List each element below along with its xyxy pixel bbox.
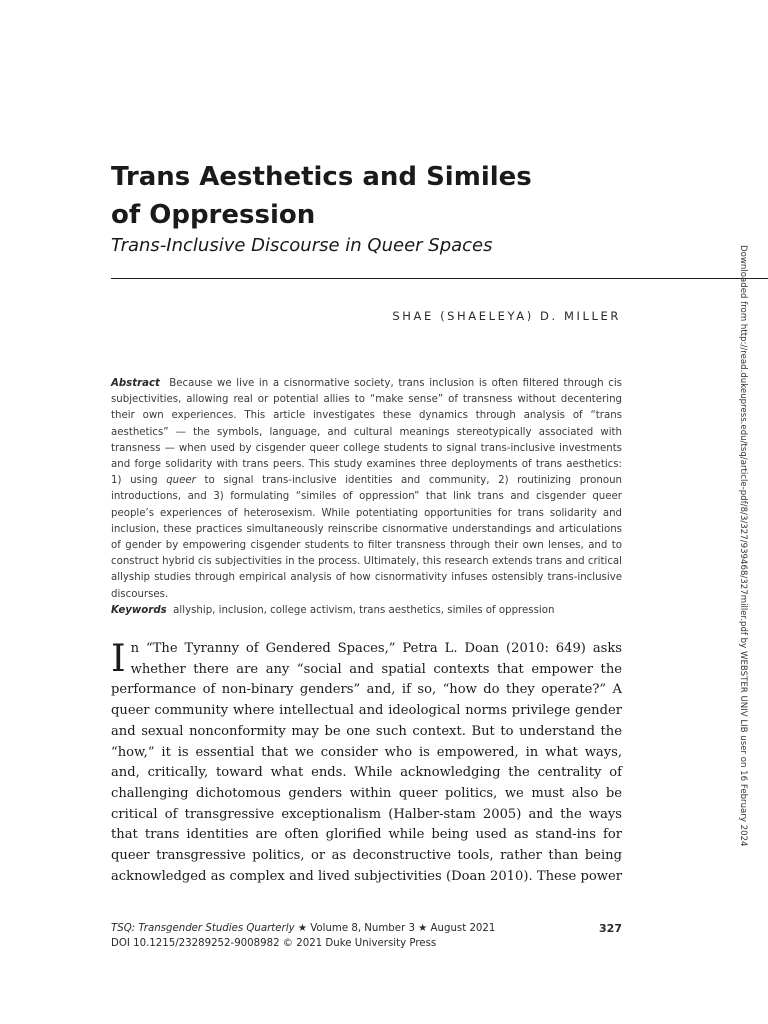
body-paragraph: [111, 639, 622, 887]
journal-issue: ★ Volume 8, Number 3 ★ August 2021: [294, 923, 496, 934]
download-note: Downloaded from http://read.dukeupress.edu/tsq/article-pdf/8/3/327/939468/327miller.pdf by WEBSTER UNIV LIB user on 16 February 2024: [738, 245, 748, 847]
author-name: SHAE (SHAELEYA) D. MILLER: [392, 309, 621, 323]
drop-cap: I: [111, 637, 126, 680]
keywords-label: Keywords: [111, 604, 167, 616]
title-divider: [111, 278, 768, 279]
body-text: n “The Tyranny of Gendered Spaces,” Petra L. Doan (2010: 649) asks whether there are any “social and spatial contexts that empower the performance of non-binary genders” and, if so, “how do they operate?” A queer community where intellectual and ideological norms privilege gender and sexual nonconformity may be one such context. But to understand the “how,” it is essential that we consider who is empowered, in what ways, and, critically, toward what ends. While acknowledging the centrality of challenging dichotomous genders within queer politics, we must also be critical of transgressive exceptionalism (Halber-stam 2005) and the ways that trans identities are often glorified while being used as stand-ins for queer transgressive politics, or as deconstructive tools, rather than being acknowledged as complex and lived subjectivities (Doan 2010). These power: [111, 641, 622, 884]
title-line-1: Trans Aesthetics and Similes: [111, 162, 532, 192]
abstract-block: [111, 376, 622, 619]
footer-doi-line: DOI 10.1215/23289252-9008982 © 2021 Duke University Press: [111, 938, 437, 949]
title-line-2: of Oppression: [111, 200, 316, 230]
footer-citation-line: [111, 921, 622, 936]
abstract-emphasis: queer: [166, 475, 196, 487]
article-title: [111, 158, 631, 234]
page-number: 327: [599, 922, 622, 935]
abstract-label: Abstract: [111, 378, 160, 389]
abstract-text-part2: to signal trans-inclusive identities and community, 2) routinizing pronoun introductions, and 3) formulating “similes of oppression” that link trans and cisgender queer people’s experiences of heterosexism. While potentiating opportunities for trans solidarity and inclusion, these practices simultaneously reinscribe cisnormative understandings and articulations of gender by empowering cisgender students to filter transness through their own lenses, and to construct hybrid cis subjectivities in the process. Ultimately, this research extends trans and critical allyship studies through empirical analysis of how cisnormativity infuses ostensibly trans-inclusive discourses.: [111, 475, 622, 600]
article-subtitle: Trans-Inclusive Discourse in Queer Spaces: [111, 235, 493, 256]
abstract-text-part1: Because we live in a cisnormative society, trans inclusion is often filtered through cis subjectivities, allowing real or potential allies to “make sense” of transness without decentering their own experiences. This article investigates these dynamics through analysis of “trans aesthetics” — the symbols, language, and cultural meanings stereotypically associated with transness — when used by cisgender queer college students to signal trans-inclusive investments and forge solidarity with trans peers. This study examines three deployments of trans aesthetics: 1) using: [111, 378, 622, 487]
keywords-text: allyship, inclusion, college activism, trans aesthetics, similes of oppression: [173, 604, 555, 616]
journal-name: TSQ: Transgender Studies Quarterly: [111, 923, 295, 934]
page-footer: [111, 921, 622, 951]
keywords-line: [111, 603, 622, 619]
download-watermark: [736, 245, 749, 847]
